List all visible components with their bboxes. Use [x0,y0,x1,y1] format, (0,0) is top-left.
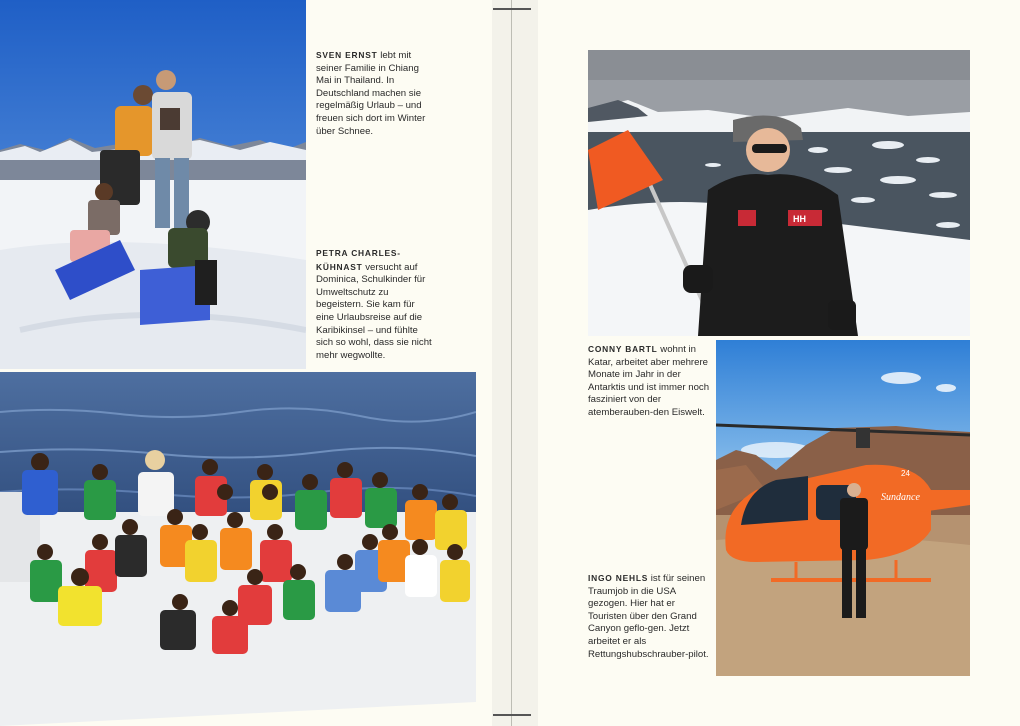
caption-conny-text: wohnt in Katar, arbeitet aber mehrere Monate im Jahr in der Antarktis und ist immer noch fasziniert von der atemberauben-den Eiswelt. [588,344,710,418]
caption-ingo-text: ist für seinen Traumjob in die USA gezogen. Hier hat er Touristen über den Grand Canyon geflo-gen. Jetzt arbeitet er als Rettungshubschrauber-pilot. [588,573,709,660]
group-boat-photo [0,372,476,726]
caption-sven-name: SVEN ERNST [316,50,378,60]
helicopter-photo [716,340,970,676]
gutter-line [511,0,512,726]
caption-petra-text: versucht auf Dominica, Schulkinder für Umweltschutz zu begeistern. Sie kam für eine Urlaubsreise auf die Karibikinsel – und fühlte sich so wohl, dass sie nicht mehr wegwollte. [316,261,432,361]
tail-number-text: 24 [901,469,910,478]
caption-conny [588,343,710,420]
right-page [538,0,1020,726]
left-page [0,0,492,726]
family-snow-photo [0,0,306,369]
caption-sven-text: lebt mit seiner Familie in Chiang Mai in Thailand. In Deutschland machen sie regelmäßig Urlaub – und freuen sich dort im Winter über Schnee. [316,50,426,137]
caption-sven [316,49,434,138]
antarctica-photo [588,50,970,336]
gutter-tick-top [493,8,531,10]
jacket-logo-text: HH [793,214,806,224]
helicopter-brand-text: Sundance [881,492,920,503]
gutter-tick-bottom [493,714,531,716]
caption-ingo-name: INGO NEHLS [588,573,649,583]
gutter [492,0,538,726]
caption-petra [316,247,434,362]
caption-petra-name: PETRA CHARLES-KÜHNAST [316,248,401,272]
caption-conny-name: CONNY BARTL [588,344,658,354]
caption-ingo [588,572,710,661]
